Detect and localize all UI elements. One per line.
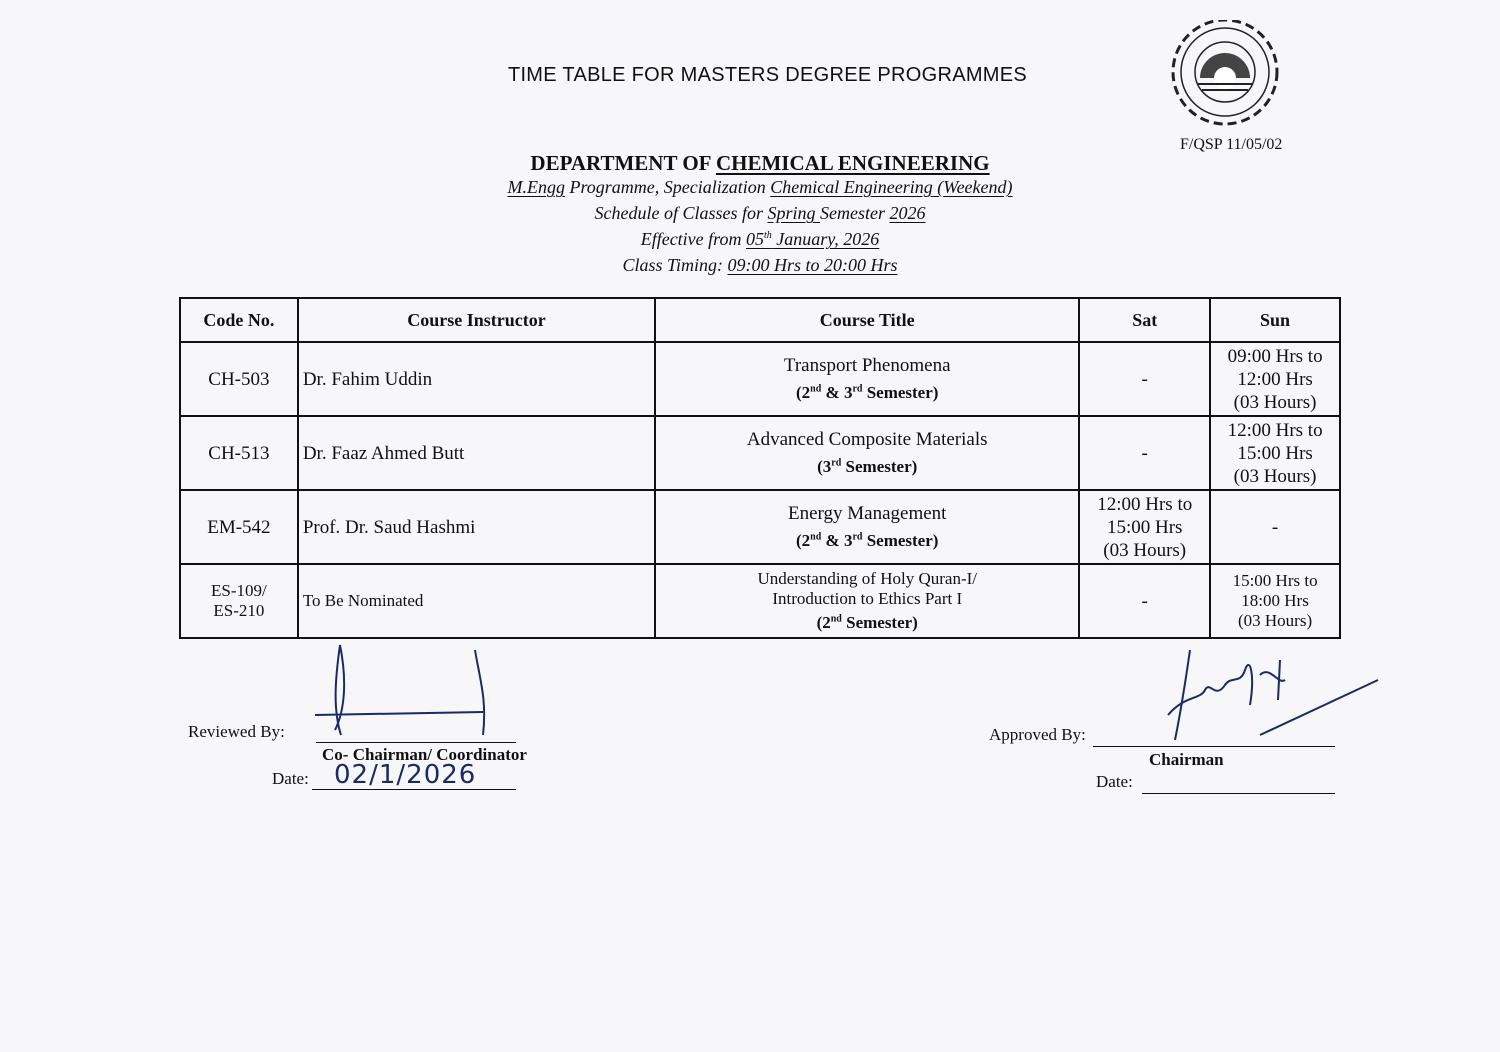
programme-mid: Programme, Specialization [564,177,771,197]
approved-by-label: Approved By: [989,725,1086,744]
timing-value: 09:00 Hrs to 20:00 Hrs [727,255,898,275]
semester-part: & 3 [821,382,853,402]
cell-line: Understanding of Holy Quran-I/ [757,569,977,589]
sat-cell [1079,490,1210,564]
cell-line: Energy Management [787,503,947,525]
cell-line: 18:00 Hrs [1241,591,1309,610]
sat-cell [1079,416,1210,490]
effective-line [0,229,1500,250]
reviewer-signature-line [316,742,516,743]
course-title-cell [655,342,1079,416]
cell-line: - [1141,590,1148,612]
cell-line: ES-109/ [211,581,267,600]
sun-cell [1210,490,1340,564]
semester-part: 3 [822,456,832,476]
semester-season: Spring [767,203,821,223]
table-header-row [180,298,1340,342]
code-cell [180,564,298,638]
reviewed-date-line [312,789,516,790]
effective-rest: January, 2026 [771,229,880,249]
table-row [180,564,1340,638]
university-emblem-icon [1160,20,1290,130]
programme: M.Engg [507,177,565,197]
timing-line [0,255,1500,276]
approver-title: Chairman [1149,750,1224,769]
semester-part: rd [852,531,863,543]
semester-part: nd [810,383,822,395]
reviewed-by-label: Reviewed By: [188,722,285,741]
instructor-cell: To Be Nominated [298,564,655,638]
sun-cell [1210,416,1340,490]
cell-line: (03 Hours) [1103,539,1187,561]
instructor-cell: Prof. Dr. Saud Hashmi [298,490,655,564]
semester-year: 2026 [889,203,926,223]
column-header: Sun [1210,298,1340,342]
cell-line: - [1141,368,1148,390]
timing-prefix: Class Timing: [622,255,728,275]
schedule-line [0,203,1500,224]
department-heading [0,151,1500,176]
cell-line: Transport Phenomena [783,355,951,377]
semester-part: 2 [822,612,831,632]
cell-line: 12:00 Hrs to [1097,493,1193,515]
semester-part: Semester) [841,612,918,632]
semester-word: Semester [820,203,885,223]
cell-line: (03 Hours) [1233,465,1317,487]
semester-note: (2nd Semester) [816,612,918,632]
cell-line: (03 Hours) [1237,611,1313,630]
approver-signature-icon [1160,645,1385,745]
effective-day: 05 [746,229,764,249]
effective-day-suffix: th [764,230,772,241]
programme-line [0,177,1500,198]
column-header: Sat [1079,298,1210,342]
approver-signature-line [1093,746,1335,747]
semester-part: nd [810,531,822,543]
reviewer-signature-icon [305,640,505,740]
cell-line: CH-513 [208,442,270,464]
schedule-prefix: Schedule of Classes for [594,203,768,223]
column-header: Code No. [180,298,298,342]
cell-line: - [1141,442,1148,464]
semester-part: 2 [801,530,811,550]
effective-prefix: Effective from [640,229,746,249]
semester-part: Semester) [862,530,939,550]
timetable [179,297,1341,639]
reviewed-date: 02/1/2026 [334,760,477,790]
cell-line: 15:00 Hrs [1237,442,1313,464]
semester-note: (2nd & 3rd Semester) [795,382,939,402]
semester-part: Semester) [841,456,918,476]
semester-note: (3rd Semester) [817,456,918,476]
document-title: TIME TABLE FOR MASTERS DEGREE PROGRAMMES [507,64,1028,86]
column-header: Course Instructor [298,298,655,342]
form-number: F/QSP 11/05/02 [1180,136,1283,153]
cell-line: Introduction to Ethics Part I [772,589,963,609]
sun-cell [1210,564,1340,638]
code-cell [180,416,298,490]
sat-cell [1079,564,1210,638]
approved-date-label: Date: [1096,772,1133,791]
reviewer-title: Co- Chairman/ Coordinator [322,745,527,764]
table-body [180,342,1340,638]
cell-line: 15:00 Hrs to [1232,571,1318,590]
semester-part: 2 [801,382,811,402]
semester-note: (2nd & 3rd Semester) [795,530,939,550]
table-row [180,490,1340,564]
column-header: Course Title [655,298,1079,342]
cell-line: (03 Hours) [1233,391,1317,413]
table-row [180,416,1340,490]
sat-cell [1079,342,1210,416]
code-cell [180,490,298,564]
course-title-cell [655,490,1079,564]
cell-line: CH-503 [208,368,270,390]
cell-line: 09:00 Hrs to [1227,345,1323,367]
sun-cell [1210,342,1340,416]
course-title-cell [655,416,1079,490]
cell-line: ES-210 [213,601,265,620]
instructor-cell: Dr. Faaz Ahmed Butt [298,416,655,490]
table-row [180,342,1340,416]
department-name: CHEMICAL ENGINEERING [715,151,990,175]
cell-line: 15:00 Hrs [1106,516,1183,538]
cell-line: - [1271,516,1279,538]
semester-part: rd [852,383,863,395]
reviewed-date-label: Date: [272,769,309,788]
department-prefix: DEPARTMENT OF [530,151,716,175]
semester-part: & 3 [821,530,853,550]
code-cell [180,342,298,416]
cell-line: EM-542 [207,516,271,538]
course-title-cell [655,564,1079,638]
cell-line: 12:00 Hrs to [1227,419,1323,441]
semester-part: rd [831,457,842,469]
semester-part: nd [830,613,842,625]
approved-date-line [1142,793,1335,794]
instructor-cell: Dr. Fahim Uddin [298,342,655,416]
cell-line: 12:00 Hrs [1237,368,1313,390]
semester-part: Semester) [862,382,939,402]
cell-line: Advanced Composite Materials [746,429,988,451]
specialization: Chemical Engineering (Weekend) [770,177,1013,197]
